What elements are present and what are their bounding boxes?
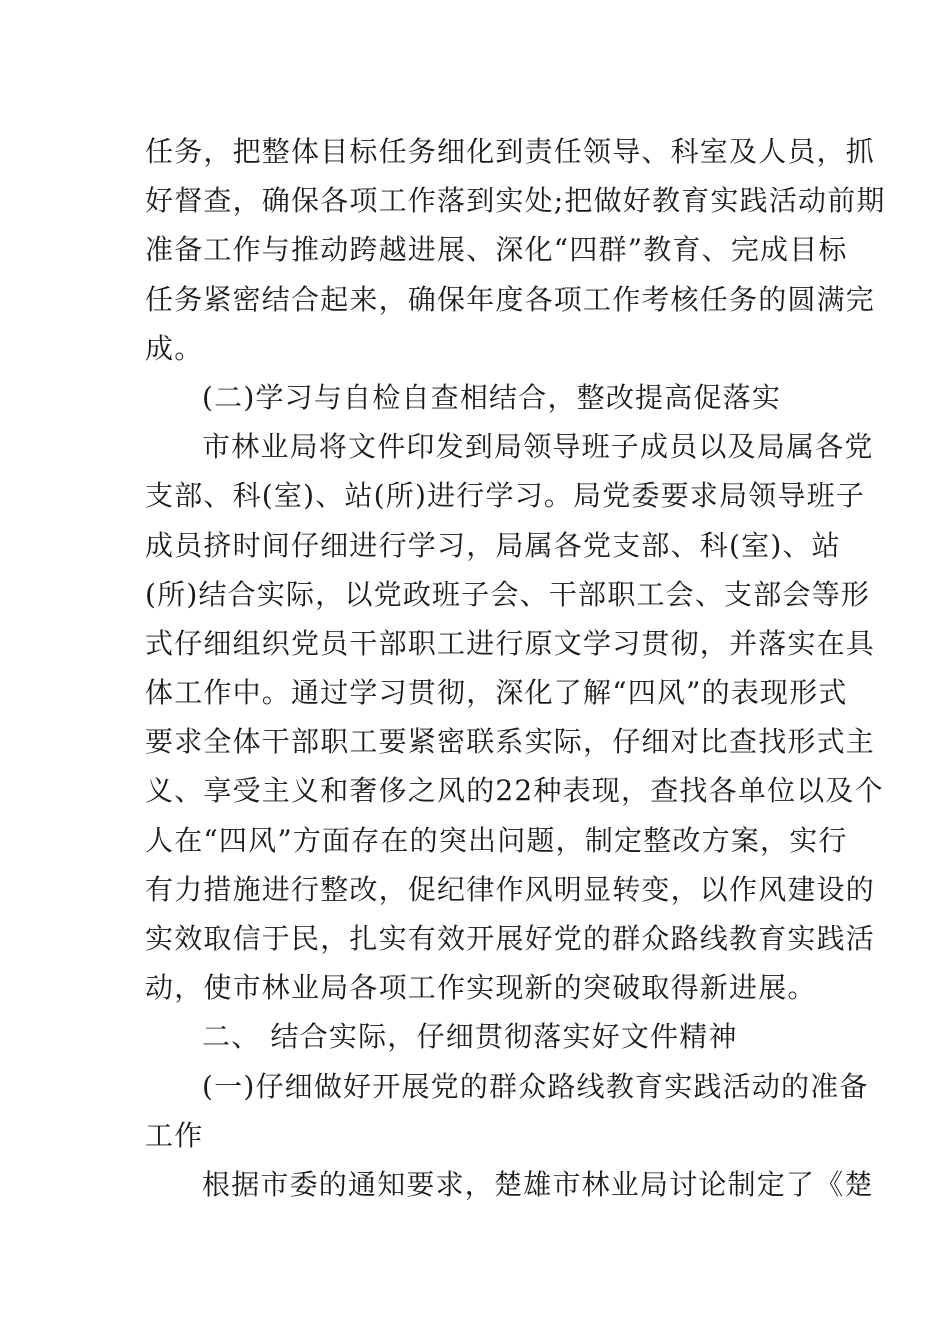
subsection-heading: (一)仔细做好开展党的群众路线教育实践活动的准备	[202, 1069, 869, 1103]
text-line: 好督查，确保各项工作落到实处;把做好教育实践活动前期	[145, 184, 886, 218]
text-line: 动，使市林业局各项工作实现新的突破取得新进展。	[145, 971, 817, 1005]
text-line: 支部、科(室)、站(所)进行学习。局党委要求局领导班子	[145, 479, 866, 513]
text-line: 义、享受主义和奢侈之风的22种表现，查找各单位以及个	[145, 774, 884, 808]
document-body	[145, 127, 886, 1209]
text-line: 有力措施进行整改，促纪律作风明显转变，以作风建设的	[145, 872, 876, 906]
text-line: (所)结合实际，以党政班子会、干部职工会、支部会等形	[145, 577, 871, 611]
text-line: 任务紧密结合起来，确保年度各项工作考核任务的圆满完	[145, 282, 876, 316]
text-line: 准备工作与推动跨越进展、深化“四群”教育、完成目标	[145, 233, 848, 267]
text-line: 成。	[145, 331, 204, 365]
text-line: 实效取信于民，扎实有效开展好党的群众路线教育实践活	[145, 922, 876, 955]
text-line: 工作	[145, 1118, 204, 1152]
text-line: 人在“四风”方面存在的突出问题，制定整改方案，实行	[145, 823, 848, 857]
section-heading: 二、 结合实际，仔细贯彻落实好文件精神	[202, 1020, 738, 1054]
section-heading: (二)学习与自检自查相结合，整改提高促落实	[202, 380, 782, 414]
text-line: 任务，把整体目标任务细化到责任领导、科室及人员，抓	[145, 135, 876, 168]
text-line: 要求全体干部职工要紧密联系实际，仔细对比查找形式主	[145, 725, 876, 759]
text-line: 市林业局将文件印发到局领导班子成员以及局属各党	[202, 430, 874, 464]
text-line: 根据市委的通知要求，楚雄市林业局讨论制定了《楚	[202, 1167, 874, 1201]
text-line: 体工作中。通过学习贯彻，深化了解“四风”的表现形式	[145, 676, 848, 710]
text-line: 式仔细组织党员干部职工进行原文学习贯彻，并落实在具	[145, 626, 876, 660]
text-line: 成员挤时间仔细进行学习，局属各党支部、科(室)、站	[145, 528, 841, 562]
